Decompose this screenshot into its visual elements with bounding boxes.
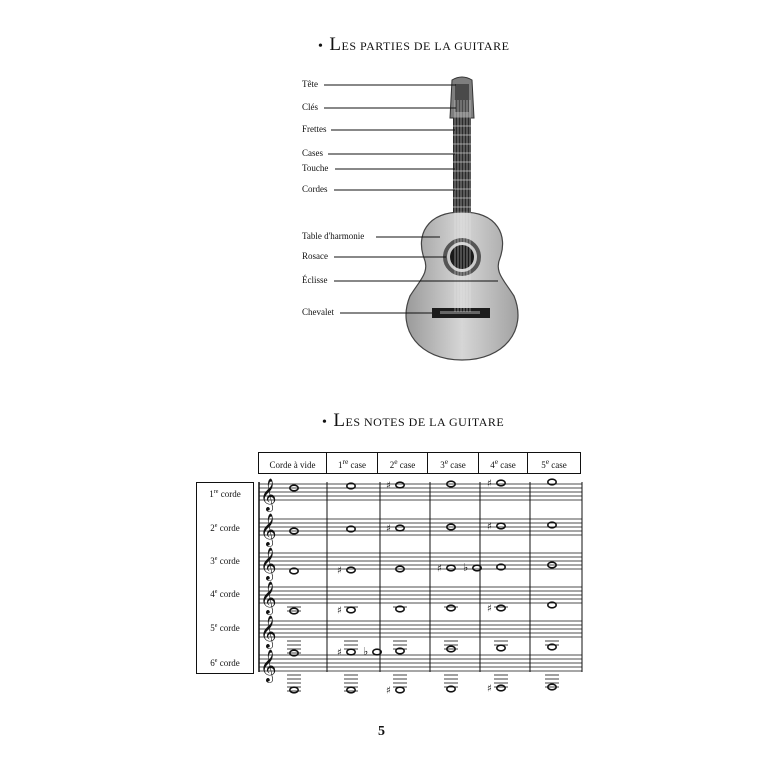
header-cell-2: 2e case (378, 453, 428, 474)
whole-note-icon (447, 565, 455, 571)
label-eclisse: Éclisse (302, 275, 328, 285)
whole-note-icon (497, 523, 505, 529)
label-cles: Clés (302, 102, 319, 112)
label-frettes: Frettes (302, 124, 327, 134)
whole-note-icon (347, 567, 355, 573)
header-cell-open: Corde à vide (259, 453, 327, 474)
whole-note-icon (396, 482, 404, 488)
treble-clef-icon: 𝄞 (260, 581, 277, 614)
bullet-icon: • (322, 415, 328, 430)
header-cell-1: 1re case (327, 453, 378, 474)
sharp-icon: ♯ (487, 603, 492, 615)
header-cell-3: 3e case (428, 453, 479, 474)
string-label-5: 5e corde (210, 623, 240, 633)
sharp-icon: ♯ (337, 605, 342, 617)
whole-note-icon (497, 685, 505, 691)
sharp-icon: ♯ (337, 647, 342, 659)
title-rest: ES NOTES DE LA GUITARE (345, 415, 505, 429)
header-cell-5: 5e case (528, 453, 581, 474)
label-cases: Cases (302, 148, 323, 158)
treble-clef-icon: 𝄞 (260, 615, 277, 648)
whole-note-icon (347, 687, 355, 693)
whole-note-icon (497, 605, 505, 611)
label-rosace: Rosace (302, 251, 328, 261)
title-rest: ES PARTIES DE LA GUITARE (341, 39, 510, 53)
whole-note-icon (396, 525, 404, 531)
whole-note-icon (347, 607, 355, 613)
treble-clef-icon: 𝄞 (260, 478, 277, 511)
sharp-icon: ♯ (487, 478, 492, 490)
string-label-1: 1re corde (209, 489, 241, 499)
sharp-icon: ♯ (386, 480, 391, 492)
title-initial: L (333, 410, 346, 431)
treble-clef-icon: 𝄞 (260, 513, 277, 546)
sharp-icon: ♯ (386, 685, 391, 697)
sharp-icon: ♯ (337, 565, 342, 577)
label-chevalet: Chevalet (302, 307, 334, 317)
whole-note-icon (497, 645, 505, 651)
flat-icon: ♭ (363, 645, 369, 658)
whole-note-icon (447, 605, 455, 611)
treble-clef-icon: 𝄞 (260, 547, 277, 580)
label-touche: Touche (302, 163, 329, 173)
page-number: 5 (378, 724, 385, 739)
sharp-icon: ♯ (487, 521, 492, 533)
sharp-icon: ♯ (437, 563, 442, 575)
whole-note-icon (290, 687, 298, 693)
label-table-harmonie: Table d'harmonie (302, 231, 365, 241)
sharp-icon: ♯ (386, 523, 391, 535)
label-tete: Tête (302, 79, 318, 89)
whole-note-icon (497, 480, 505, 486)
bullet-icon: • (318, 39, 324, 54)
sharp-icon: ♯ (487, 683, 492, 695)
flat-icon: ♭ (463, 561, 469, 574)
treble-clef-icon: 𝄞 (260, 649, 277, 682)
label-cordes: Cordes (302, 184, 328, 194)
string-label-3: 3e corde (210, 556, 240, 566)
string-label-6: 6e corde (210, 658, 240, 668)
title-initial: L (329, 34, 342, 55)
whole-note-icon (396, 687, 404, 693)
header-cell-4: 4e case (479, 453, 528, 474)
string-label-4: 4e corde (210, 589, 240, 599)
whole-note-icon (347, 649, 355, 655)
string-label-2: 2e corde (210, 523, 240, 533)
